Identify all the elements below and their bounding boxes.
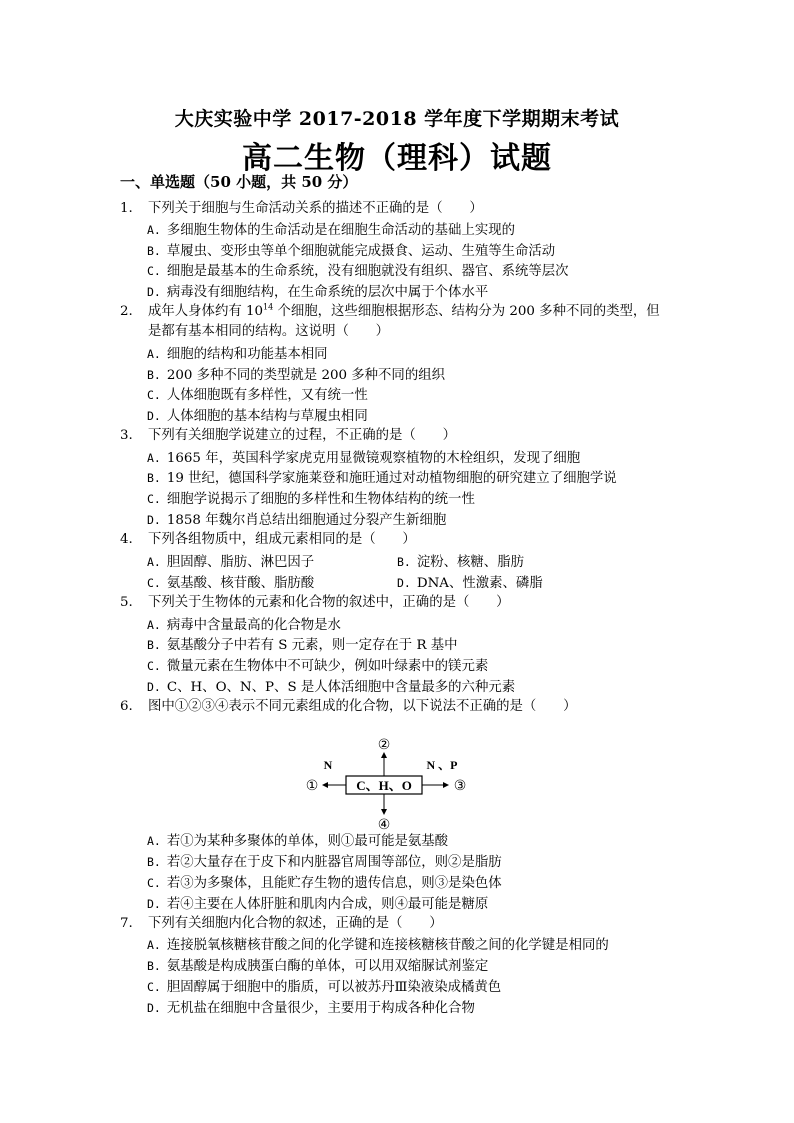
school-exam-line: 大庆实验中学 2017-2018 学年度下学期期末考试 — [174, 108, 620, 130]
option-label: D. — [147, 680, 161, 694]
option-label: A. — [147, 451, 161, 465]
option-7a — [147, 934, 609, 953]
question-number: 2. — [120, 304, 133, 319]
option-5a — [147, 614, 341, 633]
option-1d — [147, 281, 488, 300]
option-text: 胆固醇属于细胞中的脂质，可以被苏丹Ⅲ染液染成橘黄色 — [166, 980, 502, 995]
option-5d — [147, 676, 515, 695]
option-3b — [147, 467, 617, 486]
option-7d — [147, 997, 475, 1016]
option-text: 若①为某种多聚体的单体，则①最可能是氨基酸 — [166, 834, 449, 849]
option-label: D. — [147, 285, 161, 299]
option-2b — [147, 364, 445, 383]
option-5c — [147, 655, 488, 674]
option-text: 细胞学说揭示了细胞的多样性和生物体结构的统一性 — [166, 492, 475, 507]
option-text: 人体细胞既有多样性，又有统一性 — [166, 388, 368, 403]
option-text: 胆固醇、脂肪、淋巴因子 — [166, 555, 315, 570]
option-text: 19 世纪，德国科学家施莱登和施旺通过对动植物细胞的研究建立了细胞学说 — [166, 471, 617, 486]
question-stem: 下列各组物质中，组成元素相同的是（ ） — [148, 532, 416, 547]
option-3d — [147, 509, 446, 528]
option-4a — [147, 551, 314, 570]
option-label: D. — [147, 1001, 161, 1015]
option-text: 微量元素在生物体中不可缺少，例如叶绿素中的镁元素 — [166, 659, 489, 674]
option-label: C. — [147, 980, 161, 994]
option-2a — [147, 343, 328, 362]
option-text: 若④主要在人体肝脏和肌肉内合成，则④最可能是糖原 — [166, 897, 489, 912]
option-text: 氨基酸、核苷酸、脂肪酸 — [166, 576, 315, 591]
option-label: A. — [147, 618, 161, 632]
option-label: B. — [147, 244, 161, 258]
option-text: 氨基酸是构成胰蛋白酶的单体，可以用双缩脲试剂鉴定 — [166, 959, 489, 974]
option-1c — [147, 260, 569, 279]
option-label: B. — [147, 471, 161, 485]
option-text: 连接脱氧核糖核苷酸之间的化学键和连接核糖核苷酸之间的化学键是相同的 — [166, 938, 609, 953]
option-text: 氨基酸分子中若有 S 元素，则一定存在于 R 基中 — [166, 638, 458, 653]
question-number: 7. — [120, 916, 133, 931]
option-7b — [147, 955, 488, 974]
option-label: C. — [147, 492, 161, 506]
option-label: A. — [147, 834, 161, 848]
element-compound-diagram — [290, 733, 480, 833]
option-7c — [147, 976, 501, 995]
option-label: C. — [147, 876, 161, 890]
option-6a — [147, 830, 448, 849]
question-stem: 图中①②③④表示不同元素组成的化合物，以下说法不正确的是（ ） — [148, 699, 577, 714]
option-text: 若③为多聚体，且能贮存生物的遗传信息，则③是染色体 — [166, 876, 502, 891]
option-text: 若②大量存在于皮下和内脏器官周围等部位，则②是脂肪 — [166, 855, 502, 870]
question-number: 5. — [120, 595, 133, 610]
option-1b — [147, 240, 555, 259]
option-4d — [397, 572, 543, 591]
option-label: C. — [147, 388, 161, 402]
option-3a — [147, 447, 580, 466]
option-5b — [147, 634, 458, 653]
option-label: D. — [397, 576, 411, 590]
compound-3-label: ③ — [453, 778, 467, 794]
option-text: DNA、性激素、磷脂 — [416, 576, 543, 591]
exponent: 14 — [263, 302, 274, 312]
option-text: 无机盐在细胞中含量很少，主要用于构成各种化合物 — [166, 1001, 475, 1016]
option-label: A. — [147, 347, 161, 361]
option-2c — [147, 384, 368, 403]
option-6c — [147, 872, 502, 891]
question-stem: 下列有关细胞内化合物的叙述，正确的是（ ） — [148, 916, 443, 931]
option-text: 病毒中含量最高的化合物是水 — [166, 618, 341, 633]
question-number: 4. — [120, 532, 133, 547]
option-2d — [147, 405, 368, 424]
option-6b — [147, 851, 502, 870]
section-heading: 一、单选题（50 小题，共 50 分） — [120, 173, 358, 191]
center-elements: C、H、O — [356, 778, 412, 793]
left-element-tag: N — [323, 758, 333, 772]
option-text: 病毒没有细胞结构，在生命系统的层次中属于个体水平 — [166, 285, 489, 300]
option-4b — [397, 551, 524, 570]
option-1a — [147, 219, 515, 238]
option-label: A. — [147, 223, 161, 237]
question-stem-cont: 是都有基本相同的结构。这说明（ ） — [148, 324, 390, 339]
question-stem: 成年人身体约有 $10^{14}$ 个细胞，这些细胞根据形态、结构分为 200 多种不同的类型，但 — [148, 302, 660, 319]
right-element-tag: N 、P — [426, 758, 458, 772]
option-label: B. — [147, 368, 161, 382]
compound-2-label: ② — [377, 737, 391, 753]
option-text: 200 多种不同的类型就是 200 多种不同的组织 — [166, 368, 445, 383]
question-stem: 下列有关细胞学说建立的过程，不正确的是（ ） — [148, 428, 456, 443]
option-label: D. — [147, 897, 161, 911]
question-stem: 下列关于细胞与生命活动关系的描述不正确的是（ ） — [148, 201, 483, 216]
option-label: B. — [397, 555, 411, 569]
option-4c — [147, 572, 314, 591]
question-number: 3. — [120, 428, 133, 443]
option-text: 1665 年，英国科学家虎克用显微镜观察植物的木栓组织，发现了细胞 — [166, 451, 581, 466]
option-label: C. — [147, 659, 161, 673]
option-text: C、H、O、N、P、S 是人体活细胞中含量最多的六种元素 — [166, 680, 516, 695]
option-label: A. — [147, 555, 161, 569]
question-number: 6. — [120, 699, 133, 714]
option-text: 草履虫、变形虫等单个细胞就能完成摄食、运动、生殖等生命活动 — [166, 244, 556, 259]
option-text: 细胞是最基本的生命系统，没有细胞就没有组织、器官、系统等层次 — [166, 264, 569, 279]
option-3c — [147, 488, 475, 507]
compound-1-label: ① — [305, 778, 319, 794]
compound-4-label: ④ — [377, 817, 391, 833]
option-label: B. — [147, 855, 161, 869]
option-label: B. — [147, 959, 161, 973]
option-label: A. — [147, 938, 161, 952]
option-text: 人体细胞的基本结构与草履虫相同 — [166, 409, 368, 424]
option-text: 1858 年魏尔肖总结出细胞通过分裂产生新细胞 — [166, 513, 447, 528]
option-label: C. — [147, 264, 161, 278]
question-number: 1. — [120, 201, 133, 216]
option-6d — [147, 893, 488, 912]
exam-title: 高二生物（理科）试题 — [242, 141, 552, 176]
option-label: D. — [147, 513, 161, 527]
option-label: C. — [147, 576, 161, 590]
option-text: 多细胞生物体的生命活动是在细胞生命活动的基础上实现的 — [166, 223, 516, 238]
question-stem: 下列关于生物体的元素和化合物的叙述中，正确的是（ ） — [148, 595, 510, 610]
option-label: D. — [147, 409, 161, 423]
option-text: 细胞的结构和功能基本相同 — [166, 347, 328, 362]
option-label: B. — [147, 638, 161, 652]
option-text: 淀粉、核糖、脂肪 — [416, 555, 524, 570]
